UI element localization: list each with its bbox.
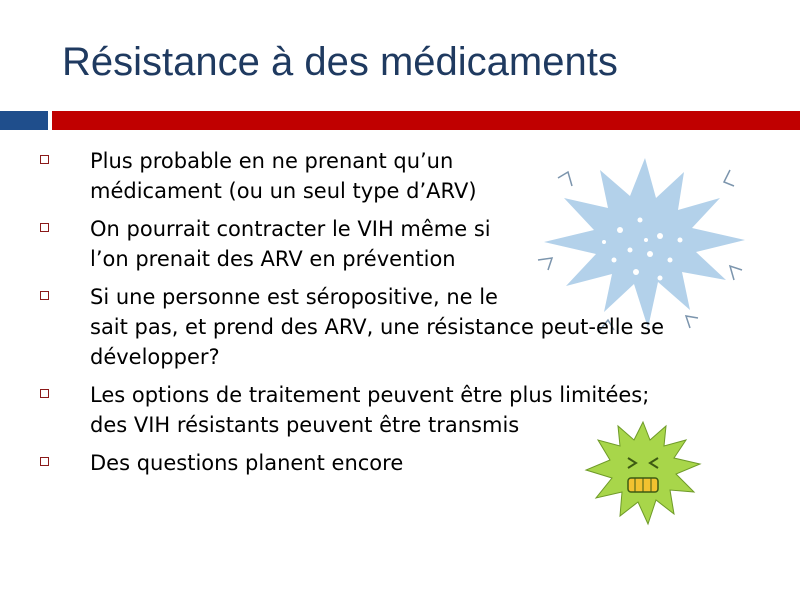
bullet-text: Des questions planent encore (90, 451, 404, 475)
hollow-square-bullet-icon (40, 155, 49, 164)
bullet-text: On pourrait contracter le VIH même si l’on prenait des ARV en prévention (90, 217, 491, 271)
slide-title: Résistance à des médicaments (62, 40, 618, 84)
hollow-square-bullet-icon (40, 291, 49, 300)
hollow-square-bullet-icon (40, 389, 49, 398)
bullet-item (40, 380, 780, 440)
bullet-text: Plus probable en ne prenant qu’un médicament (ou un seul type d’ARV) (90, 149, 477, 203)
bullet-item (40, 214, 780, 274)
hollow-square-bullet-icon (40, 223, 49, 232)
bullet-item (40, 146, 780, 206)
title-band-red (52, 111, 800, 130)
bullet-list (40, 146, 780, 478)
title-band-blue (0, 111, 48, 130)
bullet-item (40, 448, 780, 478)
bullet-text: Si une personne est séropositive, ne le sait pas, et prend des ARV, une résistance peut-elle se développer? (90, 285, 664, 369)
bullet-item (40, 282, 780, 372)
hollow-square-bullet-icon (40, 457, 49, 466)
bullet-text: Les options de traitement peuvent être plus limitées; des VIH résistants peuvent être transmis (90, 383, 650, 437)
